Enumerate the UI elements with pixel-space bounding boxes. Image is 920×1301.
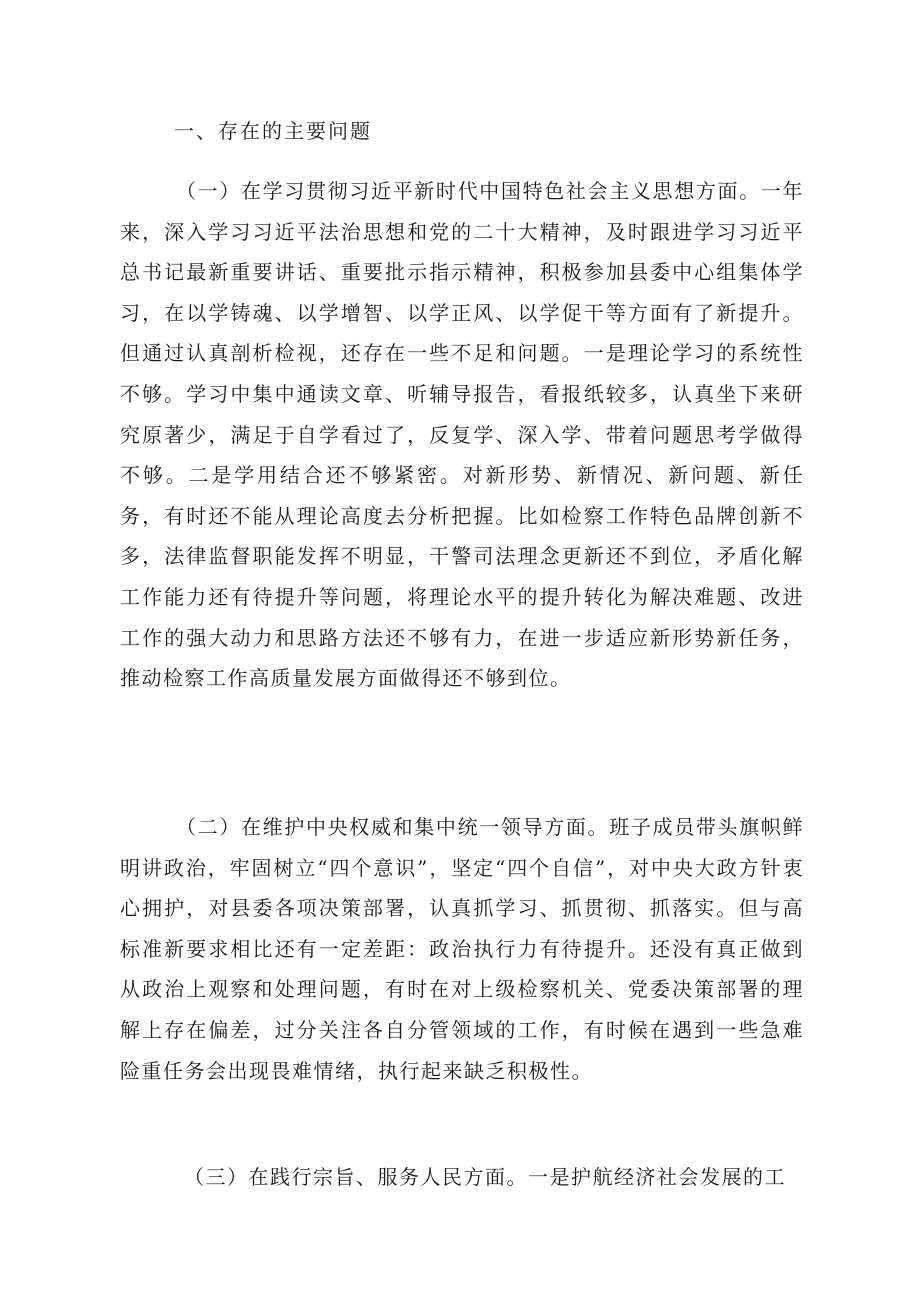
paragraph-authority: （二）在维护中央权威和集中统一领导方面。班子成员带头旗帜鲜明讲政治，牢固树立“四个意识”，坚定“四个自信”，对中央大政方针衷心拥护，对县委各项决策部署，认真抓学习、抓贯彻、抓落实。但与高标准新要求相比还有一定差距：政治执行力有待提升。还没有真正做到从政治上观察和处理问题，有时在对上级检察机关、党委决策部署的理解上存在偏差，过分关注各自分管领域的工作，有时候在遇到一些急难险重任务会出现畏难情绪，执行起来缺乏积极性。 (120, 815, 804, 1083)
paragraph-study: （一）在学习贯彻习近平新时代中国特色社会主义思想方面。一年来，深入学习习近平法治思想和党的二十大精神，及时跟进学习习近平总书记最新重要讲话、重要批示指示精神，积极参加县委中心组集体学习，在以学铸魂、以学增智、以学正风、以学促干等方面有了新提升。但通过认真剖析检视，还存在一些不足和问题。一是理论学习的系统性不够。学习中集中通读文章、听辅导报告，看报纸较多，认真坐下来研究原著少，满足于自学看过了，反复学、深入学、带着问题思考学做得不够。二是学用结合还不够紧密。对新形势、新情况、新问题、新任务，有时还不能从理论高度去分析把握。比如检察工作特色品牌创新不多，法律监督职能发挥不明显，干警司法理念更新还不到位，矛盾化解工作能力还有待提升等问题，将理论水平的提升转化为解决难题、改进工作的强大动力和思路方法还不够有力，在进一步适应新形势新任务，推动检察工作高质量发展方面做得还不够到位。 (120, 179, 804, 691)
section-heading: 一、存在的主要问题 (174, 119, 372, 143)
paragraph-service: （三）在践行宗旨、服务人民方面。一是护航经济社会发展的工 (184, 1165, 786, 1189)
